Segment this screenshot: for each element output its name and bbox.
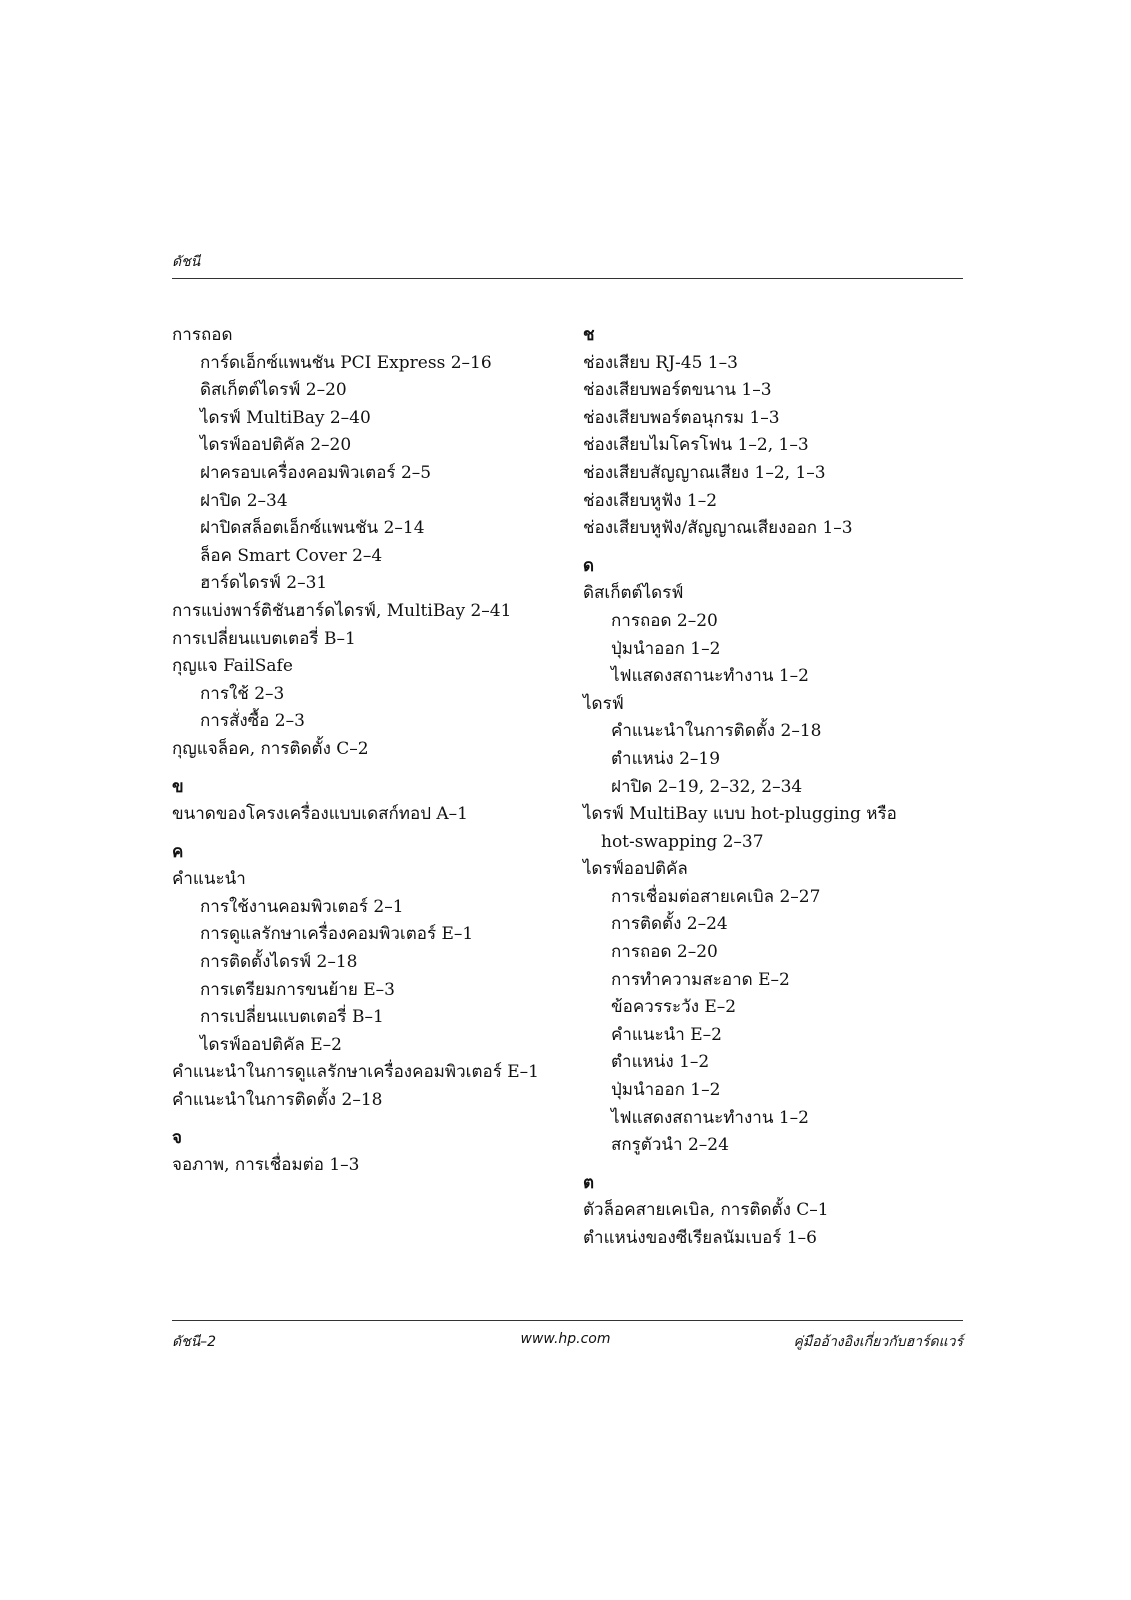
index-subentry: การสั่งซื้อ 2–3 <box>200 711 305 732</box>
index-subentry: ไดรฟ์ออปติคัล 2–20 <box>200 435 352 456</box>
index-letter-heading: ค <box>172 841 184 862</box>
footer-document-title: คู่มืออ้างอิงเกี่ยวกับฮาร์ดแวร์ <box>793 1334 963 1350</box>
index-subentry: การเตรียมการขนย้าย E–3 <box>200 979 395 1000</box>
index-letter-heading: ช <box>583 325 595 345</box>
index-subentry: การถอด 2–20 <box>611 942 718 963</box>
index-entry: จอภาพ, การเชื่อมต่อ 1–3 <box>172 1155 360 1176</box>
index-subentry: ล็อค Smart Cover 2–4 <box>200 545 383 566</box>
index-entry: คำแนะนำในการติดตั้ง 2–18 <box>172 1090 383 1111</box>
index-column-left <box>172 322 562 1180</box>
index-subentry: สกรูตัวนำ 2–24 <box>611 1135 729 1156</box>
footer-page-number: ดัชนี–2 <box>172 1334 217 1350</box>
index-subentry: ไฟแสดงสถานะทำงาน 1–2 <box>611 1107 809 1128</box>
index-entry: กุญแจล็อค, การติดตั้ง C–2 <box>172 738 369 759</box>
index-entry: การถอด <box>172 325 233 345</box>
index-entry: ช่องเสียบพอร์ตอนุกรม 1–3 <box>583 407 780 428</box>
index-entry: กุญแจ FailSafe <box>172 656 293 677</box>
index-subentry: การใช้ 2–3 <box>200 683 285 704</box>
header-rule <box>172 278 963 279</box>
index-subentry: การดูแลรักษาเครื่องคอมพิวเตอร์ E–1 <box>200 924 474 945</box>
index-entry: ช่องเสียบสัญญาณเสียง 1–2, 1–3 <box>583 462 826 483</box>
index-entry: คำแนะนำ <box>172 869 246 890</box>
footer-url: www.hp.com <box>520 1331 611 1347</box>
index-subentry: ตำแหน่ง 2–19 <box>611 748 721 769</box>
index-subentry: การติดตั้งไดรฟ์ 2–18 <box>200 952 358 973</box>
index-subentry: ฝาปิดสล็อตเอ็กซ์แพนชัน 2–14 <box>200 518 425 539</box>
index-entry: ไดรฟ์ MultiBay แบบ hot-plugging หรือ <box>583 804 897 825</box>
index-entry: ช่องเสียบหูฟัง 1–2 <box>583 490 718 511</box>
index-entry: ช่องเสียบหูฟัง/สัญญาณเสียงออก 1–3 <box>583 518 853 539</box>
index-subentry: ไฟแสดงสถานะทำงาน 1–2 <box>611 666 809 687</box>
index-subentry: ไดรฟ์ MultiBay 2–40 <box>200 407 371 428</box>
index-subentry: การเชื่อมต่อสายเคเบิล 2–27 <box>611 886 821 907</box>
index-entry: ตัวล็อคสายเคเบิล, การติดตั้ง C–1 <box>583 1200 829 1221</box>
index-entry: การเปลี่ยนแบตเตอรี่ B–1 <box>172 628 356 649</box>
index-subentry: การทำความสะอาด E–2 <box>611 969 790 990</box>
index-entry: ดิสเก็ตต์ไดรฟ์ <box>583 583 684 604</box>
index-entry: ไดรฟ์ <box>583 693 624 714</box>
index-subentry: คำแนะนำ E–2 <box>611 1024 722 1045</box>
index-subentry: คำแนะนำในการติดตั้ง 2–18 <box>611 721 822 742</box>
index-column-right <box>583 322 963 1253</box>
index-subentry: การติดตั้ง 2–24 <box>611 914 728 935</box>
index-subentry: การ์ดเอ็กซ์แพนชัน PCI Express 2–16 <box>200 352 492 373</box>
index-subentry: ฝาครอบเครื่องคอมพิวเตอร์ 2–5 <box>200 462 432 483</box>
index-entry: ช่องเสียบ RJ-45 1–3 <box>583 352 738 373</box>
index-letter-heading: ต <box>583 1172 595 1193</box>
index-letter-heading: จ <box>172 1127 182 1148</box>
running-header: ดัชนี <box>172 254 201 270</box>
index-letter-heading: ข <box>172 776 184 797</box>
index-subentry: ข้อควรระวัง E–2 <box>611 997 737 1018</box>
index-entry: คำแนะนำในการดูแลรักษาเครื่องคอมพิวเตอร์ E–1 <box>172 1062 539 1083</box>
index-subentry: ปุ่มนำออก 1–2 <box>611 1080 721 1101</box>
index-subentry: ดิสเก็ตต์ไดรฟ์ 2–20 <box>200 380 347 401</box>
footer-rule <box>172 1320 963 1321</box>
index-subentry: ปุ่มนำออก 1–2 <box>611 638 721 659</box>
index-subentry: ตำแหน่ง 1–2 <box>611 1052 710 1073</box>
index-subentry: การใช้งานคอมพิวเตอร์ 2–1 <box>200 896 404 917</box>
index-entry: ตำแหน่งของซีเรียลนัมเบอร์ 1–6 <box>583 1228 817 1248</box>
index-entry-continuation: hot-swapping 2–37 <box>601 831 764 852</box>
index-subentry: ไดรฟ์ออปติคัล E–2 <box>200 1034 342 1055</box>
index-subentry: การเปลี่ยนแบตเตอรี่ B–1 <box>200 1007 384 1028</box>
index-subentry: ฮาร์ดไดรฟ์ 2–31 <box>200 573 328 594</box>
index-subentry: การถอด 2–20 <box>611 610 718 631</box>
index-subentry: ฝาปิด 2–34 <box>200 490 288 511</box>
index-entry: การแบ่งพาร์ติชันฮาร์ดไดรฟ์, MultiBay 2–41 <box>172 600 512 621</box>
index-entry: ขนาดของโครงเครื่องแบบเดสก์ทอป A–1 <box>172 804 468 825</box>
index-entry: ไดรฟ์ออปติคัล <box>583 859 688 880</box>
index-entry: ช่องเสียบไมโครโฟน 1–2, 1–3 <box>583 435 809 456</box>
index-entry: ช่องเสียบพอร์ตขนาน 1–3 <box>583 380 772 401</box>
index-letter-heading: ด <box>583 555 595 576</box>
index-subentry: ฝาปิด 2–19, 2–32, 2–34 <box>611 776 803 797</box>
